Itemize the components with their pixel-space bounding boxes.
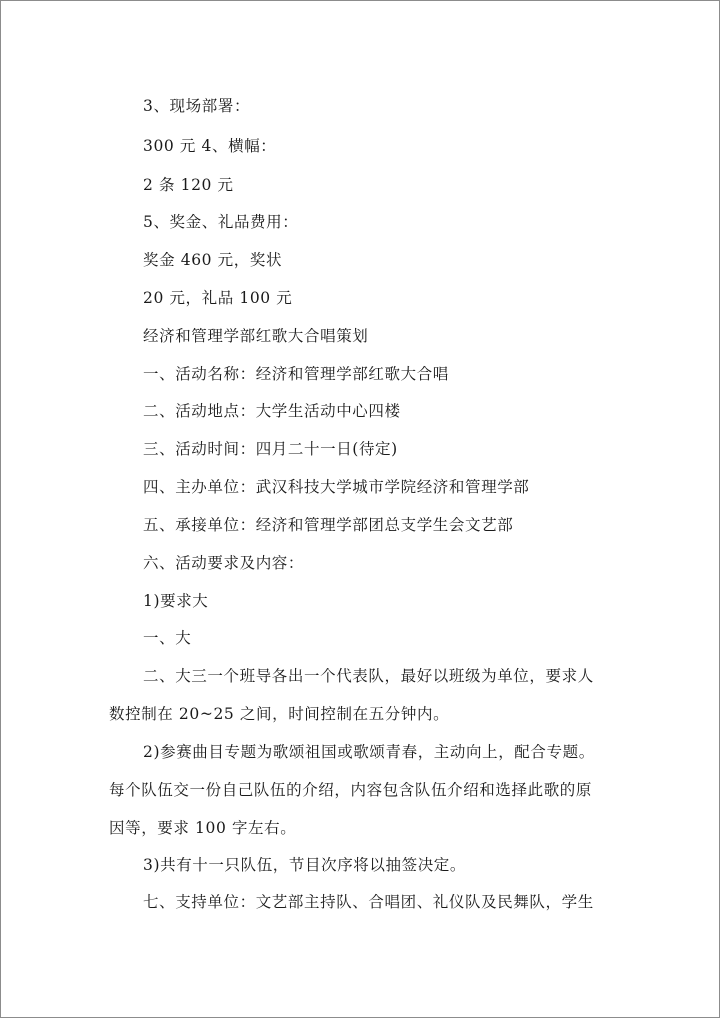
text-line: 因等，要求 100 字左右。 (109, 819, 297, 837)
text-line: 三、活动时间：四月二十一日(待定) (143, 440, 398, 458)
text-line: 数控制在 20~25 之间，时间控制在五分钟内。 (109, 705, 450, 723)
text-line: 2)参赛曲目专题为歌颂祖国或歌颂青春，主动向上，配合专题。 (143, 743, 595, 761)
text-line: 五、承接单位：经济和管理学部团总支学生会文艺部 (143, 516, 514, 534)
text-line: 2 条 120 元 (143, 176, 234, 194)
text-line: 3)共有十一只队伍，节目次序将以抽签决定。 (143, 856, 467, 874)
section-heading: 经济和管理学部红歌大合唱策划 (143, 327, 369, 345)
text-line: 一、活动名称：经济和管理学部红歌大合唱 (143, 365, 449, 383)
text-line: 奖金 460 元，奖状 (143, 251, 283, 269)
text-line: 5、奖金、礼品费用： (143, 213, 299, 231)
text-line: 3、现场部署： (143, 97, 251, 115)
text-line: 二、大三一个班导各出一个代表队，最好以班级为单位，要求人 (143, 667, 594, 685)
text-line: 七、支持单位：文艺部主持队、合唱团、礼仪队及民舞队，学生 (143, 893, 594, 911)
text-line: 1)要求大 (143, 592, 209, 610)
text-line: 一、大 (143, 629, 192, 647)
text-line: 二、活动地点：大学生活动中心四楼 (143, 402, 401, 420)
text-line: 四、主办单位：武汉科技大学城市学院经济和管理学部 (143, 478, 530, 496)
text-line: 每个队伍交一份自己队伍的介绍，内容包含队伍介绍和选择此歌的原 (109, 781, 593, 799)
text-line: 六、活动要求及内容： (143, 554, 305, 572)
text-line: 20 元，礼品 100 元 (143, 289, 293, 307)
text-line: 300 元 4、横幅： (143, 137, 277, 155)
